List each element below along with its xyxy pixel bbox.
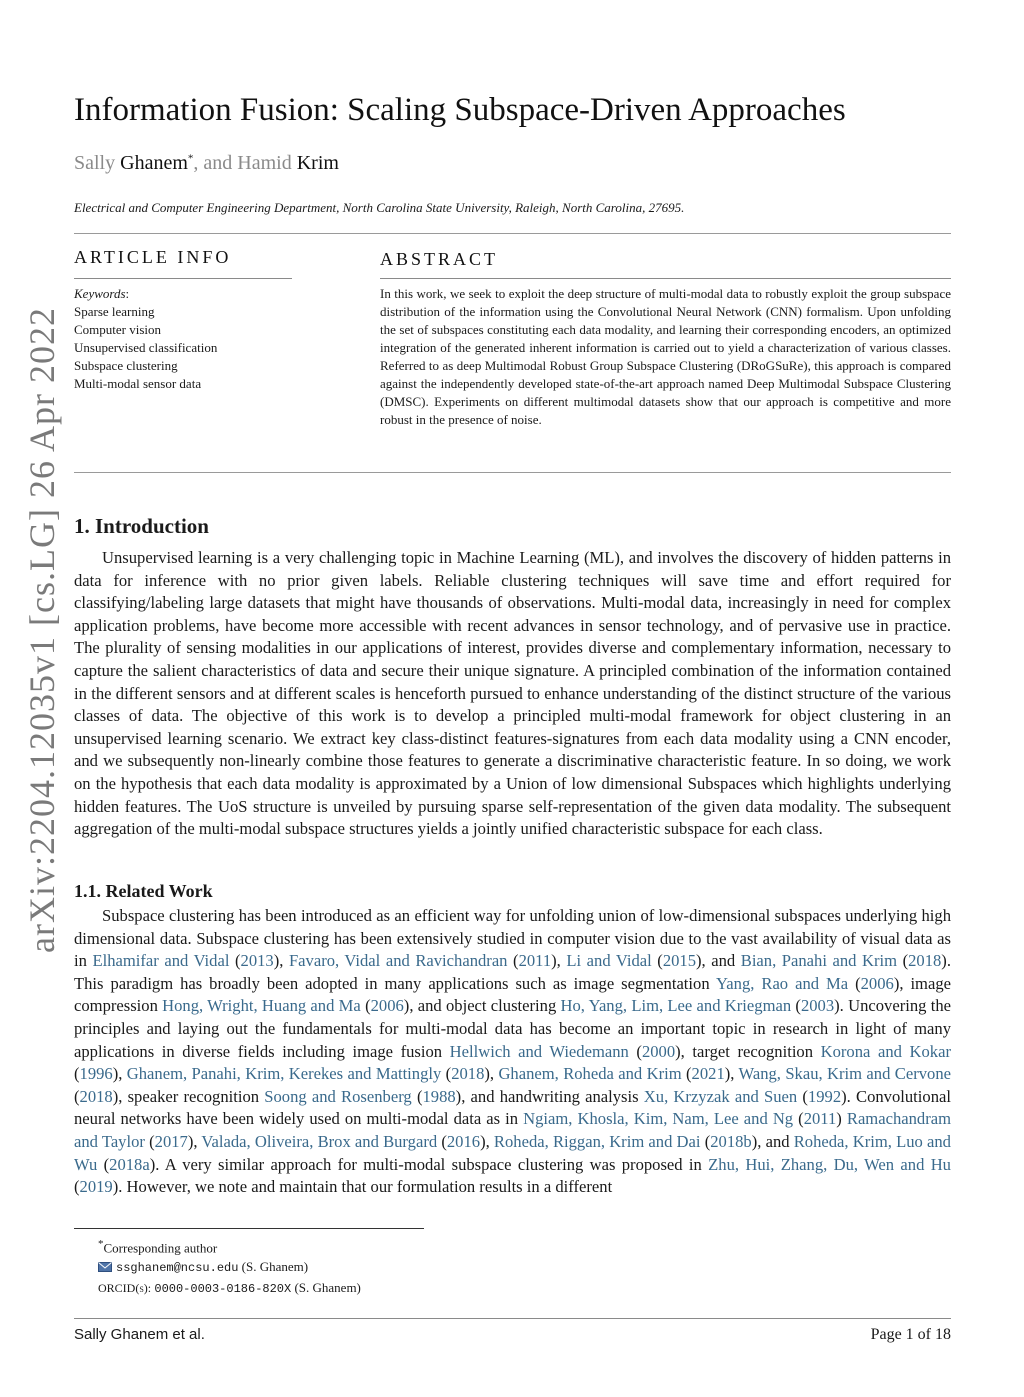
body-text: ( (229, 951, 241, 971)
author-line (74, 152, 339, 175)
body-text: ), (724, 1064, 739, 1084)
body-text: ), (551, 951, 567, 971)
body-text: ( (651, 951, 663, 971)
citation-link[interactable]: 2019 (79, 1177, 113, 1197)
abstract-rule (380, 278, 951, 279)
abstract-heading: ABSTRACT (380, 249, 499, 269)
body-text: ). Convolutional neural networks have been widely used on multi-modal data as in (74, 1086, 951, 1129)
intro-paragraph: Unsupervised learning is a very challenging topic in Machine Learning (ML), and involves the discovery of hidden patterns in data for inference with no prior given labels. Reliable clustering techniques will save time and effort required for classifying/labeling large datasets that might have thousands of observations. Multi-modal data, increasingly in need for complex application problems, have become more accessible with recent advances in sensor technology, and of pervasive use in practice. The plurality of sensing modalities in our applications of interest, provides diverse and complementary information, necessary to capture the salient characteristics of data and secure their unique signature. A principled combination of the information contained in the different sensors and at different scales is henceforth pursued to enhance understanding of the distinct structure of the various classes of data. The objective of this work is to develop a principled multi-modal framework for object clustering in an unsupervised learning scenario. We extract key class-distinct features-signatures from each data modality using a CNN encoder, and we subsequently non-linearly combine those features to generate a discriminative characteristic feature. In so doing, we work on the hypothesis that each data modality is approximated by a Union of low dimensional Subspaces which highlights underlying hidden features. The UoS structure is unveiled by pursuing sparse self-representation of the given data modality. The subsequent aggregation of the multi-modal subspace structures yields a jointly unified characteristic subspace for each class. (74, 548, 951, 839)
article-info-heading: ARTICLE INFO (74, 247, 232, 267)
related-work-heading: 1.1. Related Work (74, 881, 213, 901)
body-text: ), (187, 1131, 202, 1151)
citation-link[interactable]: Roheda, Riggan, Krim and Dai (493, 1131, 701, 1151)
author-1-first-name[interactable]: Sally (74, 152, 116, 174)
citation-link[interactable]: Ghanem, Panahi, Krim, Kerekes and Mattingly (126, 1064, 442, 1084)
body-text: ( (360, 996, 371, 1016)
body-text: ), and handwriting analysis (455, 1086, 644, 1106)
body-text: ). A very similar approach for multi-modal subspace clustering was proposed in (149, 1154, 709, 1174)
citation-link[interactable]: Favaro, Vidal and Ravichandran (288, 951, 508, 971)
body-text: ). Uncovering the principles and laying out the fundamentals for multi-modal data has become an important topic in research in light of many applications in diverse fields including image fusion (74, 996, 951, 1061)
citation-link[interactable]: 2018b (710, 1131, 752, 1151)
footnote-orcid (98, 1278, 361, 1299)
email-owner: (S. Ghanem) (238, 1259, 309, 1275)
orcid-owner: (S. Ghanem) (291, 1280, 361, 1296)
citation-link[interactable]: 2016 (446, 1131, 481, 1151)
intro-heading: 1. Introduction (74, 514, 209, 538)
body-text: ), (484, 1064, 499, 1084)
body-text: ), and (751, 1131, 794, 1151)
citation-link[interactable]: Roheda, Krim, Luo and Wu (74, 1131, 951, 1174)
citation-link[interactable]: Soong and Rosenberg (264, 1086, 412, 1106)
citation-link[interactable]: 2000 (641, 1041, 676, 1061)
citation-link[interactable]: 1988 (422, 1086, 456, 1106)
body-text: ( (74, 1064, 80, 1084)
citation-link[interactable]: Hong, Wright, Huang and Ma (162, 996, 361, 1016)
body-text: ( (441, 1064, 452, 1084)
author-2-first-name[interactable]: Hamid (237, 152, 292, 174)
orcid-label: ORCID(s): (98, 1281, 152, 1296)
citation-link[interactable]: Korona and Kokar (820, 1041, 951, 1061)
citation-link[interactable]: Hellwich and Wiedemann (449, 1041, 629, 1061)
citation-link[interactable]: 2015 (662, 951, 697, 971)
body-text: ( (144, 1131, 155, 1151)
citation-link[interactable]: Xu, Krzyzak and Suen (643, 1086, 798, 1106)
keyword-item: Subspace clustering (74, 358, 178, 373)
body-text: ), and (696, 951, 741, 971)
article-info-rule (74, 278, 292, 279)
citation-link[interactable]: Valada, Oliveira, Brox and Burgard (201, 1131, 438, 1151)
body-text: ). This paradigm has broadly been adopted in many applications such as image segmentation (74, 951, 951, 993)
citation-link[interactable]: 2006 (370, 996, 404, 1016)
arxiv-stamp-text: arXiv:2204.12035v1 [cs.LG] 26 Apr 2022 (22, 307, 63, 953)
body-text: ( (797, 1086, 808, 1106)
citation-link[interactable]: Ghanem, Roheda and Krim (498, 1064, 682, 1084)
body-text: ), (480, 1131, 494, 1151)
related-work-paragraph (74, 905, 951, 1199)
keywords-label-line: Keywords: (74, 286, 130, 301)
abstract-text: In this work, we seek to exploit the deep structure of multi-modal data to robustly exploit the group subspace distribution of the information using the Convolutional Neural Network (CNN) formalism. Upon unfolding the set of subspaces constituting each data modality, and learning their corresponding encoders, an optimized integration of the generated inherent information is carried out to yield a characterization of various classes. Referred to as deep Multimodal Robust Group Subspace Clustering (DRoGSuRe), this approach is compared against the independently developed state-of-the-art approach named Deep Multimodal Subspace Clustering (DMSC). Experiments on different multimodal datasets show that our approach is competitive and more robust in the presence of noise. (380, 286, 951, 427)
abstract-bottom-divider (74, 472, 951, 473)
body-text: ( (628, 1041, 642, 1061)
email-link[interactable]: ssghanem@ncsu.edu (116, 1261, 239, 1276)
envelope-icon (98, 1258, 112, 1268)
footnote-rule (74, 1228, 424, 1229)
body-text: Subspace clustering has been introduced as an efficient way for unfolding union of low-dimensional subspaces underlying high dimensional data. Subspace clustering has been extensively studied in computer vision due to the vast availability of visual data as in (74, 906, 951, 971)
citation-link[interactable]: Zhu, Hui, Zhang, Du, Wen and Hu (708, 1154, 951, 1174)
body-text: ), target recognition (675, 1041, 821, 1061)
citation-link[interactable]: Ngiam, Khosla, Kim, Nam, Lee and Ng (523, 1109, 794, 1129)
author-separator: , and (193, 152, 233, 174)
keywords-block (74, 285, 217, 393)
citation-link[interactable]: 2017 (154, 1131, 188, 1151)
author-2-last-name: Krim (296, 152, 339, 174)
body-text: ( (700, 1131, 711, 1151)
affiliation: Electrical and Computer Engineering Department, North Carolina State University, Raleigh, North Carolina, 27695. (74, 200, 685, 215)
body-text: ( (681, 1064, 692, 1084)
footer-author: Sally Ghanem et al. (74, 1326, 205, 1343)
body-text: ( (793, 1109, 804, 1129)
citation-link[interactable]: Ho, Yang, Lim, Lee and Kriegman (560, 996, 792, 1016)
citation-link[interactable]: Li and Vidal (566, 951, 652, 971)
orcid-id[interactable]: 0000-0003-0186-820X (154, 1282, 292, 1297)
footnote-email (98, 1257, 361, 1278)
citation-link[interactable]: 2018 (79, 1086, 113, 1106)
body-text: ( (507, 951, 519, 971)
citation-link[interactable]: Elhamifar and Vidal (92, 951, 230, 971)
citation-link[interactable]: 1992 (807, 1086, 842, 1106)
citation-link[interactable]: Bian, Panahi and Krim (740, 951, 898, 971)
citation-link[interactable]: 2011 (518, 951, 552, 971)
citation-link[interactable]: 2011 (803, 1109, 837, 1129)
citation-link[interactable]: 2018a (109, 1154, 150, 1174)
corresponding-author-note: Corresponding author (103, 1240, 218, 1256)
body-text: ( (848, 973, 861, 993)
citation-link[interactable]: Yang, Rao and Ma (715, 973, 849, 993)
body-text: ( (437, 1131, 447, 1151)
header-divider (74, 233, 951, 234)
citation-link[interactable]: 2013 (240, 951, 274, 971)
footnote-corresponding (98, 1235, 361, 1257)
page-number: Page 1 of 18 (870, 1326, 951, 1343)
body-text: ), image compression (74, 973, 951, 1016)
citation-link[interactable]: 1996 (79, 1064, 113, 1084)
keyword-item: Unsupervised classification (74, 340, 218, 355)
body-text: ( (74, 1086, 80, 1106)
body-text: ), (273, 951, 289, 971)
body-text: ( (897, 951, 909, 971)
citation-link[interactable]: Ramachandram and Taylor (74, 1109, 951, 1151)
body-text: ( (411, 1086, 423, 1106)
body-text: ), (112, 1064, 127, 1084)
footnote-mark: * (98, 1238, 104, 1250)
author-1-last-name: Ghanem (120, 152, 188, 174)
body-text: ( (74, 1177, 80, 1197)
body-text: ), speaker recognition (112, 1086, 265, 1106)
citation-link[interactable]: Wang, Skau, Krim and Cervone (738, 1064, 951, 1084)
citation-link[interactable]: 2003 (800, 996, 835, 1016)
footer-divider (74, 1318, 951, 1319)
citation-link[interactable]: 2006 (860, 973, 894, 993)
arxiv-stamp (12, 300, 72, 960)
author-1-footnote-mark[interactable]: * (187, 152, 194, 165)
body-text: ( (97, 1154, 110, 1174)
keyword-item: Computer vision (74, 322, 162, 337)
body-text: ) (836, 1109, 847, 1129)
paper-title: Information Fusion: Scaling Subspace-Driven Approaches (74, 92, 846, 128)
body-text: ). However, we note and maintain that our formulation results in a different (112, 1177, 613, 1197)
keyword-item: Multi-modal sensor data (74, 376, 202, 391)
body-text: ( (791, 996, 801, 1016)
citation-link[interactable]: 2021 (691, 1064, 725, 1084)
keyword-item: Sparse learning (74, 304, 155, 319)
citation-link[interactable]: 2018 (908, 951, 942, 971)
footnotes (98, 1235, 361, 1299)
body-text: ), and object clustering (403, 996, 561, 1016)
citation-link[interactable]: 2018 (451, 1064, 485, 1084)
keywords-label: Keywords (74, 286, 126, 301)
